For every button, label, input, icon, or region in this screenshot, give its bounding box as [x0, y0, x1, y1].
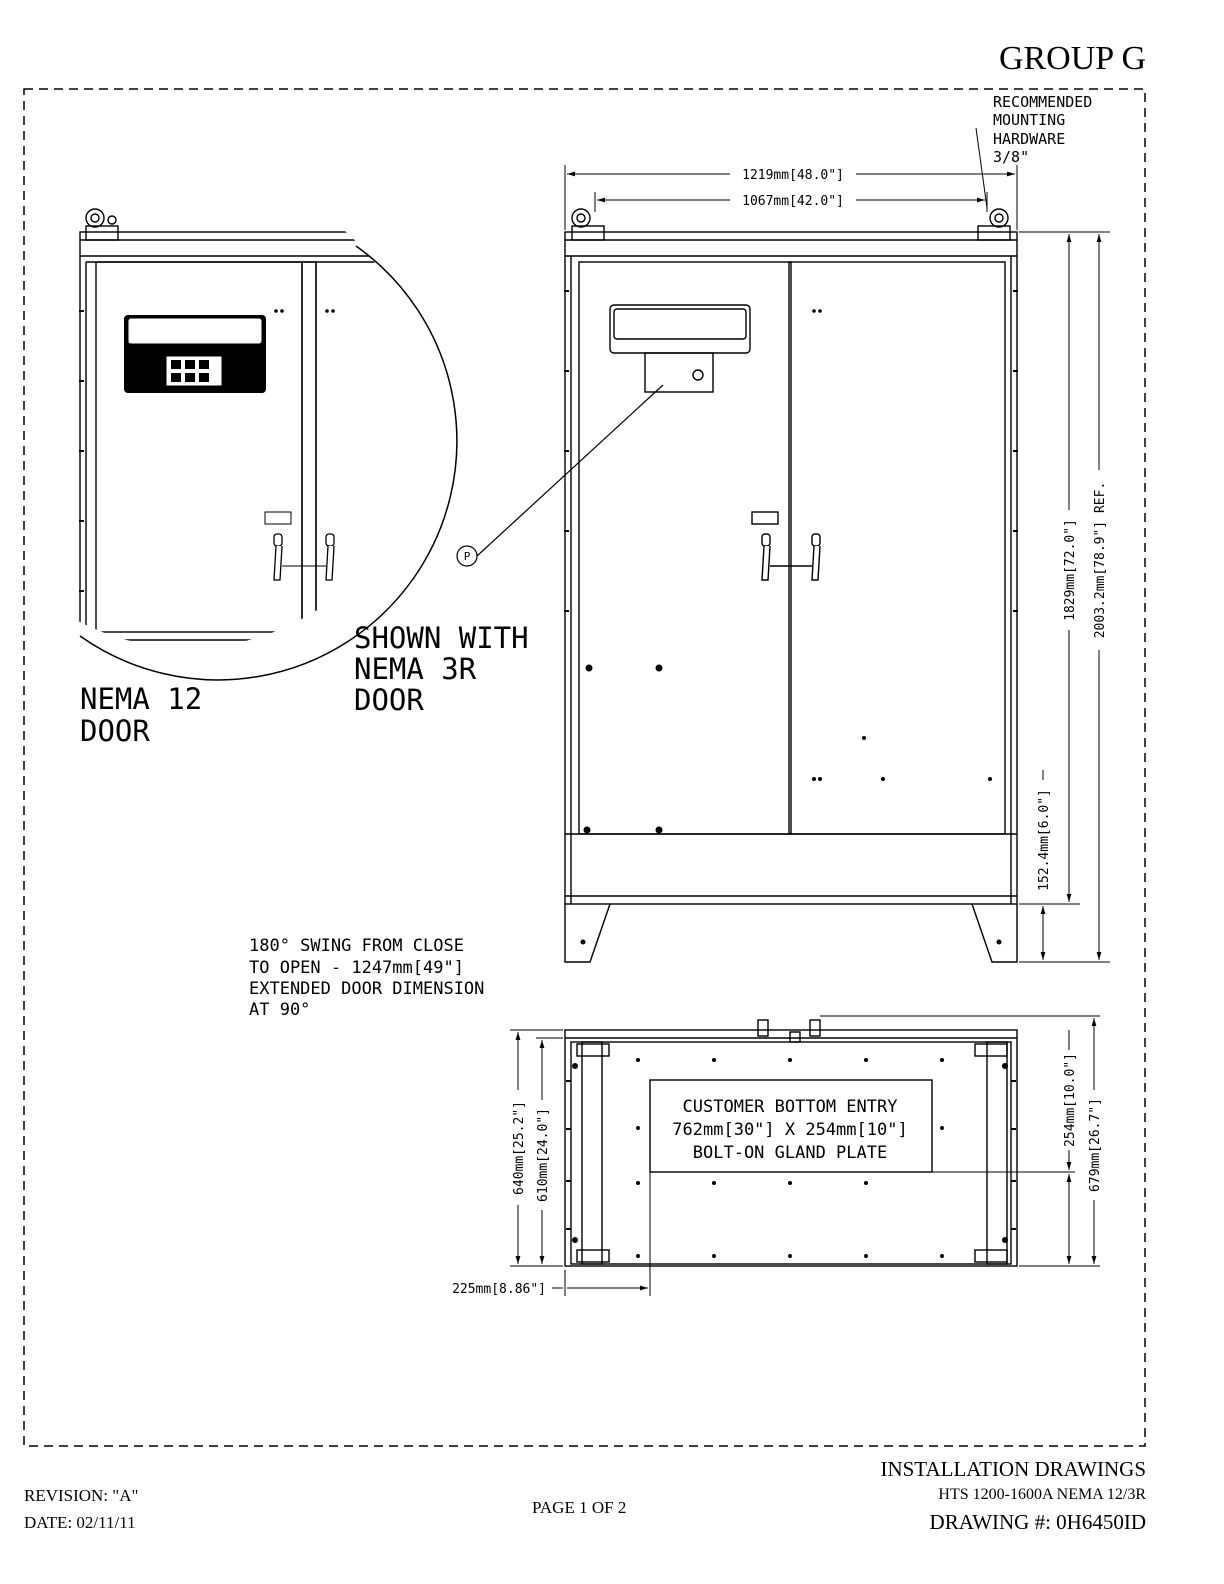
svg-text:762mm[30"] X 254mm[10"]: 762mm[30"] X 254mm[10"] — [672, 1120, 908, 1140]
svg-text:AT 90°: AT 90° — [249, 1000, 311, 1020]
svg-text:CUSTOMER BOTTOM ENTRY: CUSTOMER BOTTOM ENTRY — [682, 1097, 898, 1117]
height-base-dim: 152.4mm[6.0"] — [1037, 789, 1052, 891]
entry-offset-dim: 225mm[8.86"] — [452, 1282, 546, 1297]
mounting-hardware-note — [993, 93, 1092, 166]
height-cabinet-dim: 1829mm[72.0"] — [1063, 519, 1078, 621]
depth-mounting-dim: 610mm[24.0"] — [536, 1108, 551, 1202]
callout-p — [457, 385, 663, 566]
group-title: GROUP G — [998, 40, 1146, 77]
svg-text:TO OPEN - 1247mm[49"]: TO OPEN - 1247mm[49"] — [249, 958, 464, 978]
drawing-number: DRAWING #: 0H6450ID — [929, 1510, 1146, 1534]
svg-text:3/8": 3/8" — [993, 148, 1030, 166]
depth-overall-right-dim: 679mm[26.7"] — [1088, 1098, 1103, 1192]
front-elevation-view — [565, 209, 1017, 962]
model-number: HTS 1200-1600A NEMA 12/3R — [938, 1486, 1146, 1503]
svg-text:MOUNTING: MOUNTING — [993, 111, 1066, 129]
svg-text:HARDWARE: HARDWARE — [993, 130, 1066, 148]
depth-overall-dim: 640mm[25.2"] — [512, 1101, 527, 1195]
bottom-entry-note — [672, 1097, 907, 1163]
svg-text:SHOWN WITH: SHOWN WITH — [354, 621, 529, 655]
svg-text:NEMA 12: NEMA 12 — [80, 682, 203, 716]
page-number: PAGE 1 OF 2 — [532, 1498, 627, 1517]
swing-note — [249, 936, 484, 1020]
entry-width-dim: 254mm[10.0"] — [1063, 1053, 1078, 1147]
svg-text:180° SWING FROM CLOSE: 180° SWING FROM CLOSE — [249, 936, 464, 956]
svg-text:DOOR: DOOR — [80, 714, 150, 748]
svg-text:NEMA 3R: NEMA 3R — [354, 652, 477, 686]
front-dimension-lines — [565, 128, 1110, 962]
height-overall-dim: 2003.2mm[78.9"] REF. — [1093, 481, 1108, 639]
nema12-door-label — [80, 682, 202, 748]
drawing-border — [24, 89, 1145, 1446]
callout-p-label: P — [463, 550, 471, 563]
revision: REVISION: "A" — [24, 1486, 139, 1505]
svg-text:BOLT-ON GLAND PLATE: BOLT-ON GLAND PLATE — [692, 1143, 888, 1163]
width-overall-dim: 1219mm[48.0"] — [742, 168, 844, 183]
doc-title: INSTALLATION DRAWINGS — [880, 1457, 1146, 1481]
svg-text:RECOMMENDED: RECOMMENDED — [993, 93, 1093, 111]
nema12-detail-view — [79, 209, 500, 680]
svg-text:EXTENDED DOOR DIMENSION: EXTENDED DOOR DIMENSION — [249, 979, 485, 999]
svg-text:DOOR: DOOR — [354, 683, 424, 717]
shown-with-label — [354, 621, 529, 717]
date: DATE: 02/11/11 — [24, 1513, 136, 1532]
width-mounting-dim: 1067mm[42.0"] — [742, 194, 844, 209]
